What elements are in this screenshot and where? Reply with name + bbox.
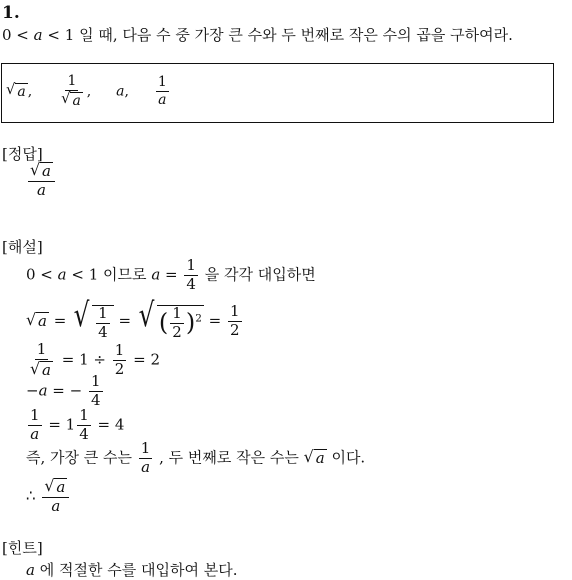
- answer-label: [정답]: [2, 145, 43, 163]
- choices-row: √ a , 1 √ a , a, $\frac{1}{a}$: [6, 73, 167, 109]
- solution-line-4: −a = − $\frac{1}{4}$: [26, 372, 101, 409]
- choice-sqrt-a: √ a: [6, 80, 26, 100]
- choice-one-over-sqrt-a: 1 √ a: [61, 73, 81, 109]
- question-ineq-right: < 1: [47, 26, 75, 44]
- solution-line-6: 즉, 가장 큰 수는 $\frac{1}{a}$ , 두 번째로 작은 수는 √ a 이다.: [26, 439, 366, 476]
- problem-number: 1.: [2, 3, 20, 23]
- answer-value: √ a a: [26, 162, 57, 199]
- hint-label: [힌트]: [2, 539, 43, 557]
- solution-line-5: $\frac{1}{a}$ = 1 $\frac{1}{4}$ = 4: [30, 406, 125, 443]
- solution-line-1: 0 < a < 1 이므로 a = $\frac{1}{4}$ 을 각각 대입하면: [26, 256, 316, 293]
- solution-line-3: 1 √ a = 1 ÷ $\frac{1}{2}$ = 2: [30, 340, 160, 379]
- question-text: [2, 24, 513, 45]
- solution-label: [해설]: [2, 238, 43, 256]
- solution-conclusion: ∴ √ a a: [26, 478, 71, 515]
- solution-line-2: √ a = √ $\frac{1}{4}$ = √ ( $\frac{1}{2}$ )$^2$ = $\frac{1}{2}$: [26, 295, 240, 341]
- choice-one-over-a: $\frac{1}{a}$: [157, 74, 167, 108]
- question-body: 일 때, 다음 수 중 가장 큰 수와 두 번째로 작은 수의 곱을 구하여라.: [79, 26, 513, 44]
- question-variable: a: [33, 26, 43, 44]
- hint-text: a 에 적절한 수를 대입하여 본다.: [26, 561, 238, 579]
- question-ineq-left: 0 <: [2, 26, 29, 44]
- choice-a: a: [116, 83, 125, 100]
